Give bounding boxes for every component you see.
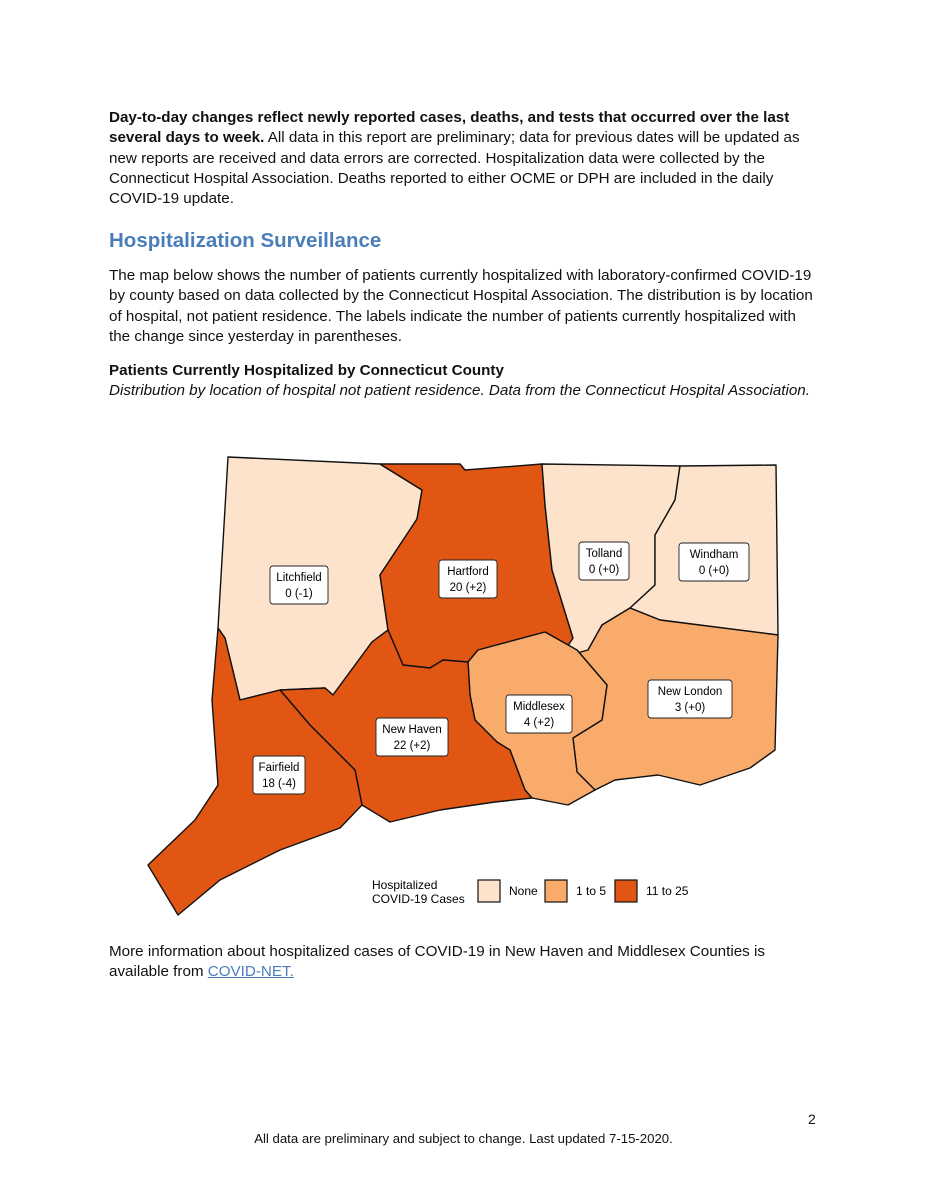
label-middlesex-value: 4 (+2) — [523, 717, 555, 729]
label-tolland — [579, 542, 629, 580]
label-new-london-name: New London — [657, 686, 723, 698]
label-fairfield-value: 18 (-4) — [262, 778, 296, 790]
legend-label-1-to-5: 1 to 5 — [576, 884, 607, 898]
label-fairfield-name: Fairfield — [258, 762, 300, 774]
label-new-london — [648, 680, 732, 718]
legend-title-line2: COVID-19 Cases — [372, 892, 465, 906]
label-fairfield — [253, 756, 305, 794]
more-info-paragraph — [109, 942, 819, 983]
page-footer: All data are preliminary and subject to change. Last updated 7-15-2020. — [254, 1131, 673, 1146]
legend-swatch-1-to-5 — [545, 880, 567, 902]
section-heading: Hospitalization Surveillance — [109, 229, 382, 252]
legend-swatch-11-to-25 — [615, 880, 637, 902]
label-litchfield — [270, 566, 328, 604]
figure-subtitle: Distribution by location of hospital not patient residence. Data from the Connecticut Hospital Association. — [109, 382, 810, 399]
legend-label-11-to-25: 11 to 25 — [646, 884, 689, 898]
county-map — [140, 450, 790, 925]
label-tolland-name: Tolland — [585, 548, 623, 560]
label-new-haven — [376, 718, 448, 756]
legend-label-none: None — [509, 884, 538, 898]
label-middlesex — [506, 695, 572, 733]
label-new-haven-name: New Haven — [382, 724, 442, 736]
section-paragraph: The map below shows the number of patients currently hospitalized with laboratory-confirmed COVID-19 by county based on data collected by the Connecticut Hospital Association. The distribution is by location of hospital, not patient residence. The labels indicate the number of patients currently hospitalized with the change since yesterday in parentheses. — [109, 267, 813, 345]
intro-paragraph — [109, 108, 819, 209]
label-windham-value: 0 (+0) — [698, 565, 730, 577]
map-legend — [372, 878, 689, 906]
label-litchfield-name: Litchfield — [276, 572, 322, 584]
label-tolland-value: 0 (+0) — [588, 564, 620, 576]
label-middlesex-name: Middlesex — [513, 701, 565, 713]
figure-title: Patients Currently Hospitalized by Connecticut County — [109, 362, 504, 379]
intro-bold-text: Day-to-day changes reflect newly reported cases, deaths, and tests that occurred over the last several days to week. — [109, 109, 790, 147]
label-hartford-name: Hartford — [447, 566, 489, 578]
label-windham — [679, 543, 749, 581]
label-windham-name: Windham — [689, 549, 739, 561]
intro-text: All data in this report are preliminary; data for previous dates will be updated as new reports are received and data errors are corrected. Hospitalization data were collected by the Connecticut Hospital Association. Deaths reported to either OCME or DPH are included in the daily COVID-19 update. — [109, 129, 800, 208]
label-new-haven-value: 22 (+2) — [393, 740, 431, 752]
label-hartford-value: 20 (+2) — [449, 582, 487, 594]
page-number: 2 — [808, 1111, 816, 1127]
covid-net-link[interactable]: COVID-NET. — [207, 963, 294, 981]
more-info-text: More information about hospitalized cases of COVID-19 in New Haven and Middlesex Counties is available from — [109, 943, 765, 981]
label-new-london-value: 3 (+0) — [674, 702, 706, 714]
legend-swatch-none — [478, 880, 500, 902]
label-litchfield-value: 0 (-1) — [285, 588, 313, 600]
legend-title-line1: Hospitalized — [372, 878, 438, 892]
label-hartford — [439, 560, 497, 598]
